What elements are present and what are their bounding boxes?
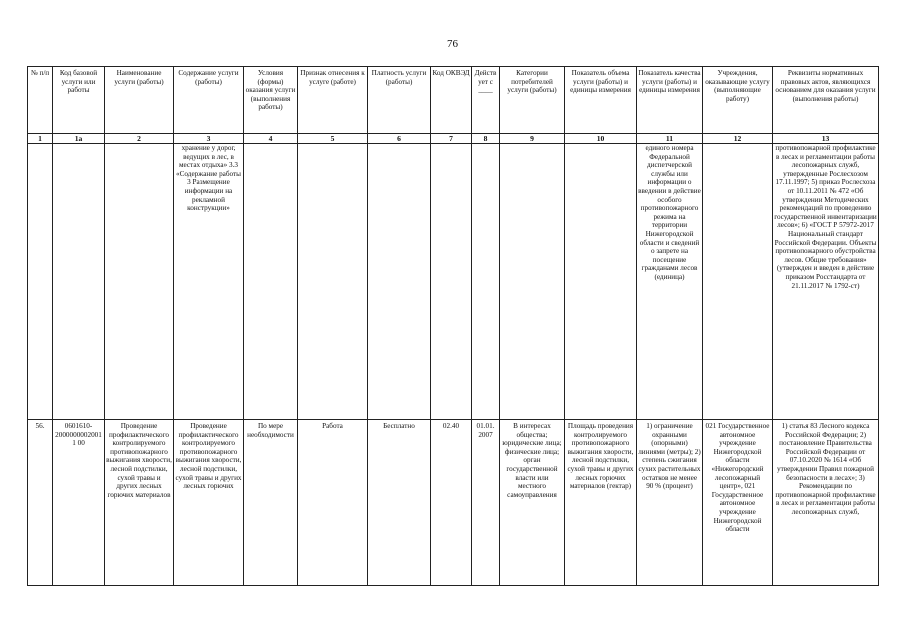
column-number: 4: [244, 134, 298, 144]
cell-payment: Бесплатно: [368, 420, 431, 586]
header-cell: Содержание услуги (работы): [174, 67, 244, 134]
header-cell: Учреждения, оказывающие услугу (выполняющие работу): [703, 67, 773, 134]
cell-type: Работа: [298, 420, 368, 586]
column-number: 1а: [53, 134, 105, 144]
column-number: 5: [298, 134, 368, 144]
header-cell: Признак отнесения к услуге (работе): [298, 67, 368, 134]
cell-volume-indicator: Площадь проведения контролируемого противопожарного выжигания хворости, лесной подстилки, сухой травы и других лесных горючих материалов (гектар): [565, 420, 637, 586]
column-number-row: [28, 134, 879, 144]
header-cell: Условия (формы) оказания услуги (выполнения работы): [244, 67, 298, 134]
cell-okved: [431, 144, 472, 420]
cell-quality-indicator: единого номера Федеральной диспетчерской службы или информации о введении в действие особого противопожарного режима на территории Нижегородской области и сведений о запрете на посещение гражданами лесов (единица): [637, 144, 703, 420]
cell-code: 0601610-20000000020011 00: [53, 420, 105, 586]
cell-content: хранение у дорог, ведущих в лес, в местах отдыха» 3.3 «Содержание работы 3 Размещение информации на рекламной конструкции»: [174, 144, 244, 420]
cell-conditions: [244, 144, 298, 420]
cell-name: Проведение профилактического контролируемого противопожарного выжигания хворости, лесной подстилки, сухой травы и других лесных горючих материалов: [105, 420, 174, 586]
cell-consumers: В интересах общества; юридические лица; физические лица; орган государственной власти или местного самоуправления: [500, 420, 565, 586]
header-cell: № п/п: [28, 67, 53, 134]
cell-consumers: [500, 144, 565, 420]
column-number: 10: [565, 134, 637, 144]
column-number: 6: [368, 134, 431, 144]
column-number: 3: [174, 134, 244, 144]
table-row-56: [28, 420, 879, 586]
cell-name: [105, 144, 174, 420]
header-row: [28, 67, 879, 134]
cell-content: Проведение профилактического контролируемого противопожарного выжигания хворости, лесной подстилки, сухой травы и других лесных горючих: [174, 420, 244, 586]
cell-number: [28, 144, 53, 420]
cell-volume-indicator: [565, 144, 637, 420]
cell-legal-acts: противопожарной профилактике в лесах и регламентации работы лесопожарных служб, утвержденные Рослесхозом 17.11.1997; 5) приказ Рослесхоза от 10.11.2011 № 472 «Об утверждении Методических рекомендаций по проведению государственной инвентаризации лесов»; 6) «ГОСТ Р 57972-2017 Национальный стандарт Российской Федерации. Объекты противопожарного обустройства лесов. Общие требования» (утвержден и введен в действие приказом Росстандарта от 21.11.2017 № 1792-ст): [773, 144, 879, 420]
header-cell: Наименование услуги (работы): [105, 67, 174, 134]
cell-number: 56.: [28, 420, 53, 586]
page-number: 76: [447, 38, 458, 50]
services-registry-table: [27, 66, 879, 586]
column-number: 11: [637, 134, 703, 144]
header-cell: Код базовой услуги или работы: [53, 67, 105, 134]
header-cell: Показатель качества услуги (работы) и единицы измерения: [637, 67, 703, 134]
header-cell: Код ОКВЭД: [431, 67, 472, 134]
column-number: 2: [105, 134, 174, 144]
cell-conditions: По мере необходимости: [244, 420, 298, 586]
header-cell: Показатель объема услуги (работы) и единицы измерения: [565, 67, 637, 134]
table-row-continuation: [28, 144, 879, 420]
column-number: 12: [703, 134, 773, 144]
header-cell: Действует с ____: [472, 67, 500, 134]
header-cell: Категории потребителей услуги (работы): [500, 67, 565, 134]
column-number: 13: [773, 134, 879, 144]
column-number: 1: [28, 134, 53, 144]
cell-type: [298, 144, 368, 420]
cell-institutions: 021 Государственное автономное учреждение Нижегородской области «Нижегородский лесопожарный центр», 021 Государственное автономное учреждение Нижегородской области: [703, 420, 773, 586]
cell-code: [53, 144, 105, 420]
cell-institutions: [703, 144, 773, 420]
cell-legal-acts: 1) статья 83 Лесного кодекса Российской Федерации; 2) постановление Правительства Российской Федерации от 07.10.2020 № 1614 «Об утверждении Правил пожарной безопасности в лесах»; 3) Рекомендации по противопожарной профилактике в лесах и регламентации работы лесопожарных служб,: [773, 420, 879, 586]
cell-quality-indicator: 1) ограничение охранными (опорными) линиями (метры); 2) степень сжигания сухих растительных остатков не менее 90 % (процент): [637, 420, 703, 586]
column-number: 9: [500, 134, 565, 144]
header-cell: Реквизиты нормативных правовых актов, являющихся основанием для оказания услуги (выполнения работы): [773, 67, 879, 134]
cell-okved: 02.40: [431, 420, 472, 586]
cell-payment: [368, 144, 431, 420]
cell-valid-from: 01.01. 2007: [472, 420, 500, 586]
header-cell: Платность услуги (работы): [368, 67, 431, 134]
column-number: 7: [431, 134, 472, 144]
column-number: 8: [472, 134, 500, 144]
cell-valid-from: [472, 144, 500, 420]
